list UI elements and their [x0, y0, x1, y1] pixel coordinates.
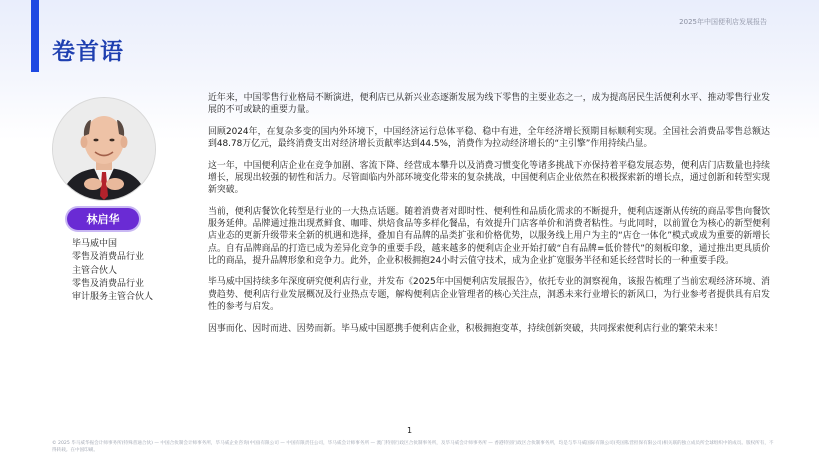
accent-bar: [31, 0, 39, 72]
author-titles: [72, 238, 197, 304]
paragraph: 回顾2024年，在复杂多变的国内外环境下，中国经济运行总体平稳、稳中有进，全年经济增长预期目标顺利实现。全国社会消费品零售总额达到48.78万亿元，最终消费支出对经济增长贡献率达到44.5%，消费作为拉动经济增长的“主引擎”作用持续凸显。: [208, 126, 770, 150]
author-name-badge: [67, 208, 139, 230]
author-title-line: 零售及消费品行业: [72, 252, 145, 263]
paragraph: 当前，便利店餐饮化转型是行业的一大热点话题。随着消费者对即时性、便利性和品质化需求的不断提升，便利店逐渐从传统的商品零售向餐饮服务延伸。品牌通过推出现煮鲜食、咖啡、烘焙食品等多样化餐品，有效提升门店客单价和消费者粘性。与此同时，以前置仓为核心的新型便利店业态的更新升级带来全新的机遇和选择，叠加自有品牌的品类扩张和价格优势，以服务线上用户为主的“店仓一体化”模式或成为重要的新增长点。自有品牌商品的打造已成为差异化竞争的重要手段，越来越多的便利店企业开始打破“自有品牌=低价替代”的刻板印象，通过推出更具质价比的商品，提升品牌形象和竞争力。此外，企业积极拥抱24小时云值守技术，成为企业扩宽服务半径和延长经营时长的一种重要手段。: [208, 206, 770, 266]
foreword-body: [208, 92, 770, 344]
page-title: 卷首语: [52, 39, 124, 65]
paragraph: 毕马威中国持续多年深度研究便利店行业，并发布《2025年中国便利店发展报告》，依托专业的洞察视角，该报告梳理了当前宏观经济环境、消费趋势、便利店行业发展概况及行业热点专题，解构便利店企业管理者的核心关注点，洞悉未来行业增长的新风口，为行业参考者提供具有启发性的参考与启发。: [208, 277, 770, 312]
author-title-line: 零售及消费品行业: [72, 278, 145, 289]
paragraph: 因事而化、因时而进、因势而新。毕马威中国愿携手便利店企业，积极拥抱变革，持续创新突破，共同探索便利店行业的繁荣未来！: [208, 323, 723, 334]
author-portrait-image: [53, 98, 155, 200]
paragraph: 近年来，中国零售行业格局不断演进，便利店已从新兴业态逐渐发展为线下零售的主要业态之一，成为提高居民生活便利水平、推动零售行业发展的不可或缺的重要力量。: [208, 93, 770, 116]
footer-copyright: © 2025 毕马威华振会计师事务所(特殊普通合伙) — 中国合伙制会计师事务所，毕马威企业咨询(中国)有限公司 — 中国有限责任公司，毕马威会计师事务所 — 澳门特别行政区合伙制事务所，及毕马威会计师事务所 — 香港特别行政区合伙制事务所，均是与毕马威国际有限公司(英国私营担保有限公司)相关联的独立成员所全球组织中的成员。版权所有，不得转载。在中国印刷。: [52, 441, 774, 453]
paragraph: 这一年，中国便利店企业在竞争加剧、客流下降、经营成本攀升以及消费习惯变化等诸多挑战下亦保持着平稳发展态势，便利店门店数量也持续增长，展现出较强的韧性和活力。尽管面临内外部环境变化带来的复杂挑战，中国便利店企业依然在积极探索新的增长点，通过创新和转型实现新突破。: [208, 160, 770, 196]
author-title-line: 毕马威中国: [72, 239, 118, 249]
author-portrait: [52, 97, 156, 201]
author-title-line: 主管合伙人: [72, 265, 118, 276]
author-title-line: 审计服务主管合伙人: [72, 292, 154, 303]
report-header-title: 2025年中国便利店发展报告: [679, 18, 767, 26]
page-number: 1: [406, 426, 413, 435]
author-name: 林启华: [86, 213, 120, 226]
